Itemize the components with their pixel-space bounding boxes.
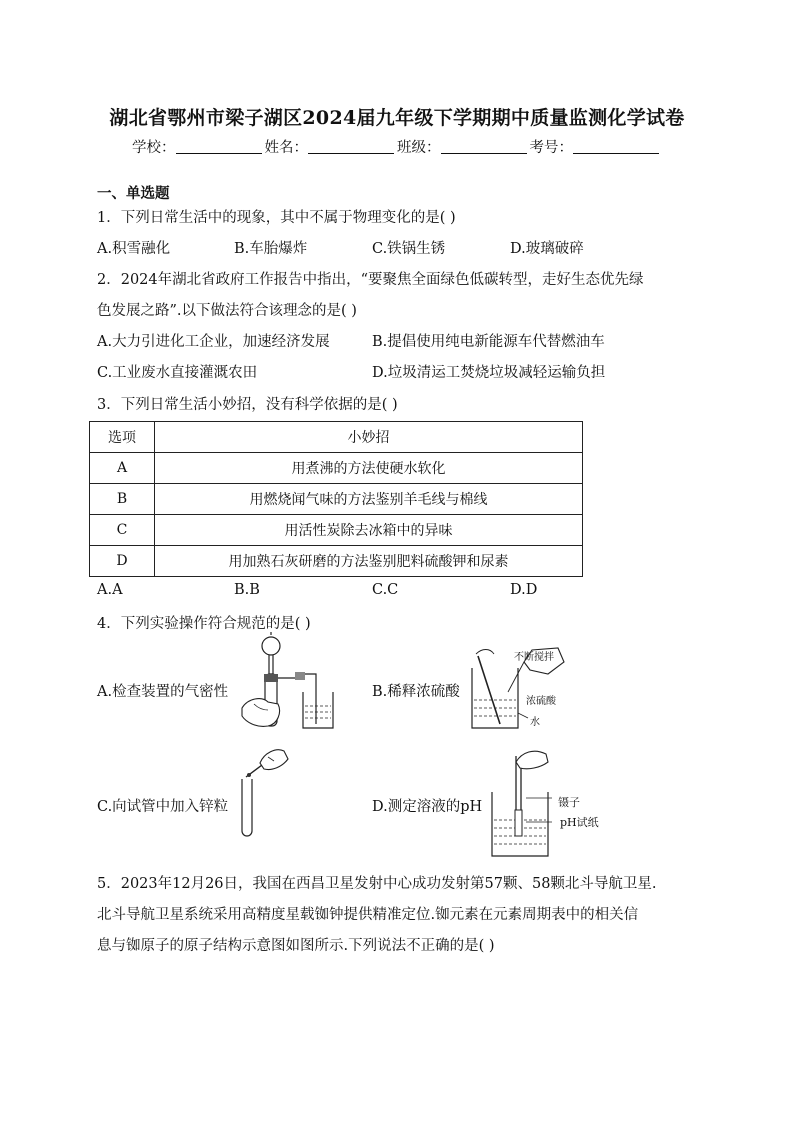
question-1-stem: 1．下列日常生活中的现象，其中不属于物理变化的是( ) <box>97 210 456 226</box>
q2-option-d: D.垃圾清运工焚烧垃圾减轻运输负担 <box>372 365 606 381</box>
table-row <box>90 484 583 515</box>
table-row <box>90 546 583 577</box>
class-label: 班级： <box>397 140 441 156</box>
label-concentrated-acid: 浓硫酸 <box>526 696 556 707</box>
table-cell-tip: 用燃烧闻气味的方法鉴别羊毛线与棉线 <box>155 484 583 515</box>
question-2-stem-line2: 色发展之路”.以下做法符合该理念的是( ) <box>97 303 357 319</box>
q3-option-b: B.B <box>234 582 260 598</box>
q4-option-d: D.测定溶液的pH <box>372 799 483 815</box>
table-cell-option: A <box>90 453 155 484</box>
question-5-line2: 北斗导航卫星系统采用高精度星载铷钟提供精准定位.铷元素在元素周期表中的相关信 <box>97 907 639 923</box>
q3-option-d: D.D <box>510 582 538 598</box>
student-info-row <box>0 136 794 157</box>
question-5-line1: 5．2023年12月26日，我国在西昌卫星发射中心成功发射第57颗、58颗北斗导航卫星. <box>97 876 657 892</box>
q3-option-c: C.C <box>372 582 399 598</box>
question-2-stem-line1: 2．2024年湖北省政府工作报告中指出，“要聚焦全面绿色低碳转型，走好生态优先绿 <box>97 272 644 288</box>
question-5-line3: 息与铷原子的原子结构示意图如图所示.下列说法不正确的是( ) <box>97 938 495 954</box>
number-label: 考号： <box>529 140 573 156</box>
table-header-tip: 小妙招 <box>155 422 583 453</box>
q2-option-c: C.工业废水直接灌溉农田 <box>97 365 258 381</box>
class-blank[interactable] <box>441 139 527 154</box>
airtightness-apparatus-figure <box>238 632 368 732</box>
question-4-stem: 4．下列实验操作符合规范的是( ) <box>97 616 311 632</box>
school-label: 学校： <box>132 140 176 156</box>
q3-table <box>89 421 583 577</box>
table-row <box>90 453 583 484</box>
q2-option-b: B.提倡使用纯电新能源车代替燃油车 <box>372 334 605 350</box>
ph-test-figure <box>486 748 556 860</box>
table-cell-tip: 用加熟石灰研磨的方法鉴别肥料硫酸钾和尿素 <box>155 546 583 577</box>
exam-title: 湖北省鄂州市梁子湖区2024届九年级下学期期中质量监测化学试卷 <box>109 107 685 129</box>
table-header-row <box>90 422 583 453</box>
label-tweezers: 镊子 <box>558 796 580 809</box>
q1-option-b: B.车胎爆炸 <box>234 241 308 257</box>
table-row <box>90 515 583 546</box>
table-cell-option: B <box>90 484 155 515</box>
q4-option-b: B.稀释浓硫酸 <box>372 684 460 700</box>
label-stir: 不断搅拌 <box>514 652 554 663</box>
table-cell-tip: 用活性炭除去冰箱中的异味 <box>155 515 583 546</box>
label-ph-paper: pH试纸 <box>560 816 599 829</box>
table-header-option: 选项 <box>90 422 155 453</box>
section-heading: 一、单选题 <box>97 185 170 202</box>
school-blank[interactable] <box>176 139 262 154</box>
q1-option-c: C.铁锅生锈 <box>372 241 446 257</box>
q1-option-a: A.积雪融化 <box>97 241 171 257</box>
table-cell-option: C <box>90 515 155 546</box>
q2-option-a: A.大力引进化工企业，加速经济发展 <box>97 334 330 350</box>
q4-option-c: C.向试管中加入锌粒 <box>97 799 229 815</box>
q3-option-a: A.A <box>97 582 123 598</box>
table-cell-option: D <box>90 546 155 577</box>
label-water: 水 <box>530 717 540 728</box>
question-3-stem: 3．下列日常生活小妙招，没有科学依据的是( ) <box>97 397 398 413</box>
table-cell-tip: 用煮沸的方法使硬水软化 <box>155 453 583 484</box>
name-label: 姓名： <box>264 140 308 156</box>
q4-option-a: A.检查装置的气密性 <box>97 684 229 700</box>
q1-option-d: D.玻璃破碎 <box>510 241 584 257</box>
name-blank[interactable] <box>308 139 394 154</box>
test-tube-figure <box>232 745 302 845</box>
number-blank[interactable] <box>573 139 659 154</box>
